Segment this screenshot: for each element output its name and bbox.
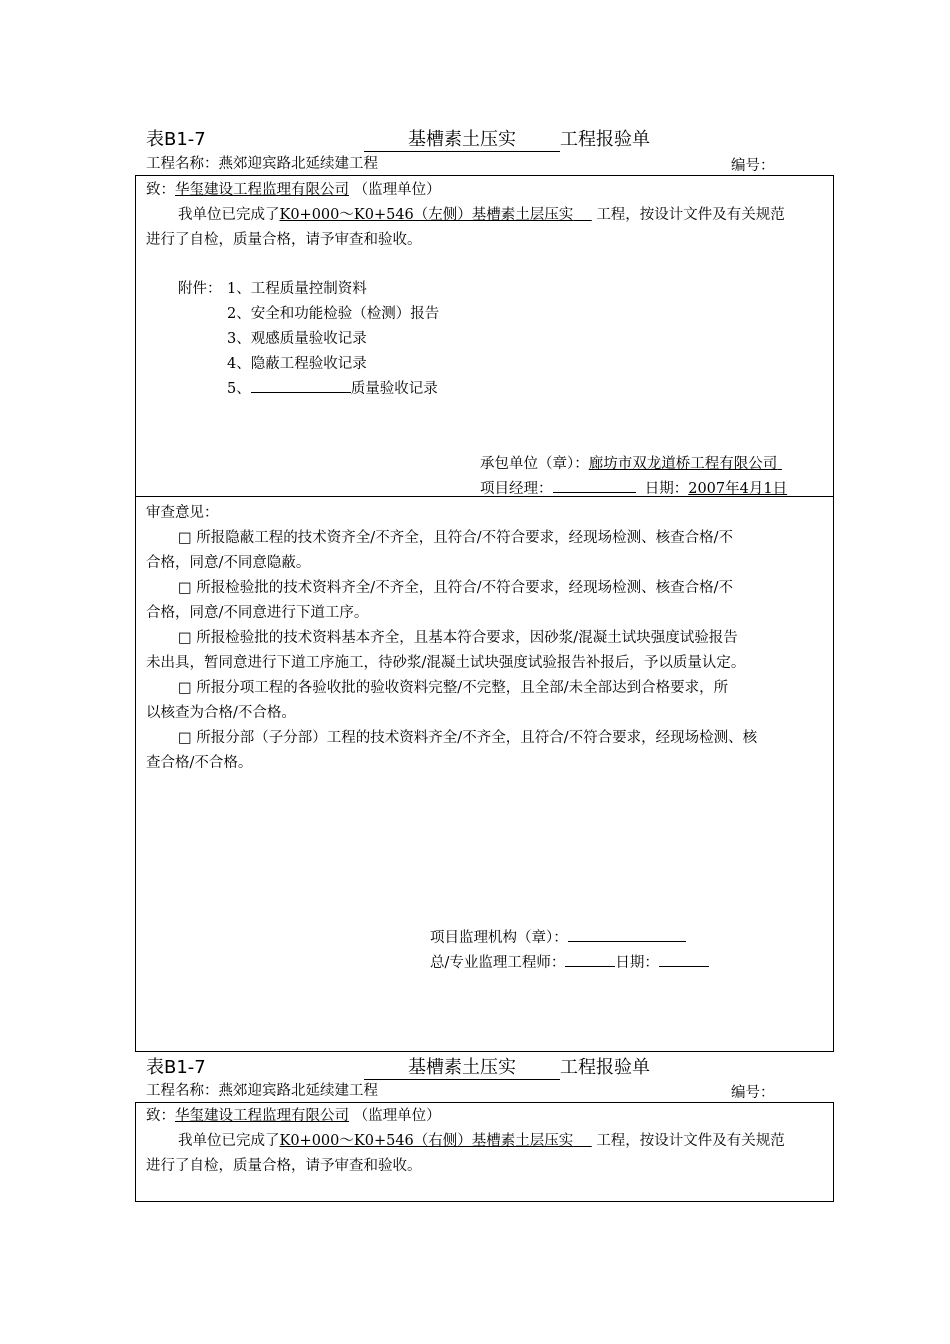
work-item: K0+000～K0+546（左侧）基槽素土层压实 [279, 207, 574, 223]
opinion-line: □ 所报检验批的技术资料齐全/不齐全，且符合/不符合要求，经现场检测、核查合格/不 [178, 580, 733, 596]
opinion-line: 以核查为合格/不合格。 [146, 705, 296, 721]
attachment-item: 2、安全和功能检验（检测）报告 [227, 306, 440, 322]
opinion-line: 合格，同意/不同意隐蔽。 [146, 555, 311, 571]
attachment-item: 4、隐蔽工程验收记录 [227, 356, 367, 372]
attachment-item: 3、观感质量验收记录 [227, 331, 367, 347]
attachment-item: 1、工程质量控制资料 [227, 281, 367, 297]
project-name: 工程名称：燕郊迎宾路北延续建工程 [146, 1083, 378, 1099]
opinion-line: 合格，同意/不同意进行下道工序。 [146, 605, 369, 621]
contractor-line: 承包单位（章）：廊坊市双龙道桥工程有限公司 [480, 456, 778, 472]
number-label: 编号： [731, 1085, 775, 1101]
title-item: 基槽素土压实 [364, 1053, 560, 1080]
pm-date-line: 项目经理： 日期：2007年4月1日 [480, 477, 787, 498]
date-value: 2007年4月1日 [688, 481, 788, 497]
engineer-line: 总/专业监理工程师： 日期： [430, 951, 709, 972]
opinion-line: □ 所报检验批的技术资料基本齐全，且基本符合要求，因砂浆/混凝土试块强度试验报告 [178, 630, 738, 646]
body-line-2: 进行了自检，质量合格，请予审查和验收。 [146, 232, 422, 248]
title-item: 基槽素土压实 [364, 125, 560, 152]
opinion-line: □ 所报隐蔽工程的技术资齐全/不齐全，且符合/不符合要求，经现场检测、核查合格/不 [178, 530, 733, 546]
form-number: 表B1-7 [146, 1057, 206, 1078]
body-line-1: 我单位已完成了K0+000～K0+546（右侧）基槽素土层压实 工程，按设计文件及有关规范 [178, 1133, 785, 1149]
project-name: 工程名称：燕郊迎宾路北延续建工程 [146, 156, 378, 172]
title-suffix: 工程报验单 [560, 1057, 650, 1078]
form-number: 表B1-7 [146, 129, 206, 150]
review-title: 审查意见： [146, 505, 219, 521]
to-line: 致：华玺建设工程监理有限公司 （监理单位） [146, 182, 441, 198]
title-suffix: 工程报验单 [560, 129, 650, 150]
opinion-line: □ 所报分部（子分部）工程的技术资料齐全/不齐全，且符合/不符合要求，经现场检测、核 [178, 730, 758, 746]
form-title [364, 125, 650, 152]
supervisor-company: 华玺建设工程监理有限公司 [175, 1108, 349, 1124]
attachment-item-5: 5、 质量验收记录 [227, 377, 438, 398]
form-title [364, 1053, 650, 1080]
work-item: K0+000～K0+546（右侧）基槽素土层压实 [279, 1133, 574, 1149]
number-label: 编号： [731, 158, 775, 174]
attach-label: 附件： [178, 281, 222, 297]
opinion-line: 查合格/不合格。 [146, 755, 253, 771]
body-line-2: 进行了自检，质量合格，请予审查和验收。 [146, 1158, 422, 1174]
contractor-name: 廊坊市双龙道桥工程有限公司 [588, 456, 778, 472]
body-line-1: 我单位已完成了K0+000～K0+546（左侧）基槽素土层压实 工程，按设计文件及有关规范 [178, 207, 785, 223]
to-line: 致：华玺建设工程监理有限公司 （监理单位） [146, 1108, 441, 1124]
opinion-line: 未出具，暂同意进行下道工序施工，待砂浆/混凝土试块强度试验报告补报后，予以质量认定。 [146, 655, 746, 671]
supervision-org-line: 项目监理机构（章）： [430, 926, 686, 947]
supervisor-company: 华玺建设工程监理有限公司 [175, 182, 349, 198]
opinion-line: □ 所报分项工程的各验收批的验收资料完整/不完整，且全部/未全部达到合格要求，所 [178, 680, 729, 696]
